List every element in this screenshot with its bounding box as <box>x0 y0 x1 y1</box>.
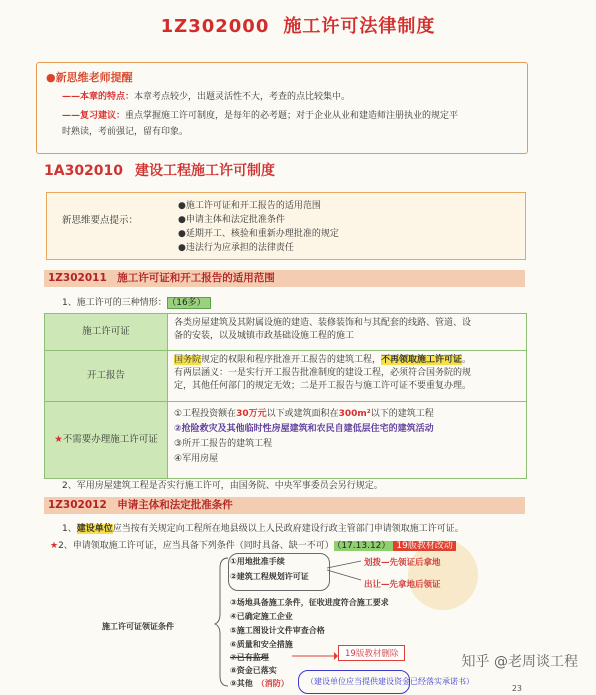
watermark: 知乎 @老周谈工程 <box>461 654 578 670</box>
condition-item: ⑧资金已落实 <box>230 666 277 675</box>
row-content: 国务院规定的权限和程序批准开工报告的建筑工程，不再领取施工许可证。 有两层涵义：一是实行开工报告批准制度的建设工程，必须符合国务院的规 定，其他任何部门的规定无效；二是开工报告与施工许可证不要重复办理。 <box>174 355 472 391</box>
point-item: ●施工许可证和开工报告的适用范围 <box>178 201 321 211</box>
year-tag: （16多） <box>167 297 211 309</box>
condition-item: ①用地批准手续 <box>230 557 285 566</box>
section-title: 1A302010 建设工程施工许可制度 <box>44 163 276 179</box>
condition-item: ②建筑工程规划许可证 <box>230 572 309 581</box>
tip-line-3: 时熟读，考前强记，留有印象。 <box>62 127 189 137</box>
point-item: ●申请主体和法定批准条件 <box>178 215 285 225</box>
arrow-to-deleted <box>290 650 338 662</box>
item9-note: （建设单位应当提供建设资金已经落实承诺书） <box>306 677 474 686</box>
change-tag: 19版教材改动 <box>393 541 455 551</box>
side-note-1: 划拨—先领证后拿地 <box>364 558 441 568</box>
row-content: 各类房屋建筑及其附属设施的建造、装修装饰和与其配套的线路、管道、设 备的安装，以及城镇市政基础设施工程的施工 <box>174 318 472 341</box>
page-number: 23 <box>511 684 522 693</box>
point-item: ●违法行为应承担的法律责任 <box>178 243 294 253</box>
permit-table <box>44 313 527 479</box>
points-label: 新思维要点提示： <box>62 215 139 226</box>
condition-item: ③场地具备施工条件，征收进度符合施工要求 <box>230 598 389 607</box>
year-tag: （17.13.12） <box>334 541 394 551</box>
deleted-note: 19版教材删除 <box>338 645 405 661</box>
brace <box>214 556 230 688</box>
title-code: 1Z302000 <box>160 16 270 37</box>
condition-item: ⑦已有监理 <box>230 653 269 662</box>
conditions-label: 施工许可证领证条件 <box>102 622 174 631</box>
side-note-2: 出让—先拿地后领证 <box>364 580 441 590</box>
three-cases-line: 1、施工许可的三种情形： （16多） <box>62 295 211 308</box>
row-content: ①工程投资额在30万元以下或建筑面积在300m²以下的建筑工程 ②抢险救灾及其他临时性房屋建筑和农民自建低层住宅的建筑活动 ③所开工报告的建筑工程 ④军用房屋 <box>174 409 434 464</box>
connector-arrows <box>325 556 365 586</box>
condition-item: ⑥质量和安全措施 <box>230 640 293 649</box>
row-label: 施工许可证 <box>45 314 168 350</box>
military-line: 2、军用房屋建筑工程是否实行施工许可，由国务院、中央军事委员会另行规定。 <box>62 481 383 491</box>
point-item: ●延期开工、核验和重新办理批准的规定 <box>178 229 339 239</box>
condition-item: ⑨其他 （消防） <box>230 679 289 688</box>
condition-item: ⑤施工图设计文件审查合格 <box>230 626 325 635</box>
tip-line-1: ——本章的特点：本章考点较少，出题灵活性不大，考查的点比较集中。 <box>62 92 351 102</box>
title-text: 施工许可法律制度 <box>283 16 436 37</box>
condition-item: ④已确定施工企业 <box>230 612 293 621</box>
subsection-bar-2: 1Z302012 申请主体和法定批准条件 <box>44 497 525 514</box>
tip-line-2: ——复习建议：重点掌握施工许可制度，是每年的必考题；对于企业从业和建造师注册执业的规定平 <box>62 111 459 121</box>
tip-heading: ●新思维老师提醒 <box>46 71 133 84</box>
subsection-bar-1: 1Z302011 施工许可证和开工报告的适用范围 <box>44 270 525 287</box>
row-label: ★不需要办理施工许可证 <box>45 402 168 478</box>
apply-line-2: ★2、申请领取施工许可证，应当具备下列条件（同时具备、缺一不可） （17.13.12） 19版教材改动 <box>50 538 456 551</box>
row-label: 开工报告 <box>45 351 168 401</box>
page-title <box>0 12 596 38</box>
apply-line-1: 1、建设单位应当按有关规定向工程所在地县级以上人民政府建设行政主管部门申请领取施工许可证。 <box>62 524 464 534</box>
